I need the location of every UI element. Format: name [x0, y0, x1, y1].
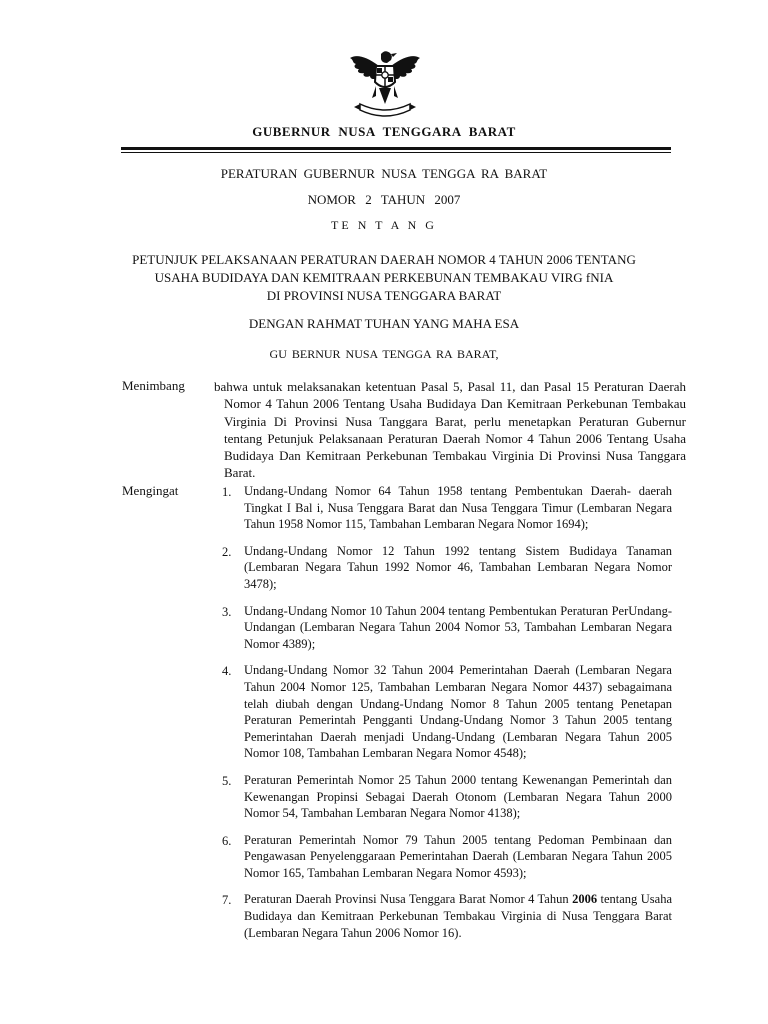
list-item-text: Undang-Undang Nomor 12 Tahun 1992 tentang Sistem Budidaya Tanaman (Lembaran Negara Tahun 1992 Nomor 46, Tambahan Lembaran Negara Nomor 3478);: [244, 543, 672, 591]
list-item-number: 3.: [222, 604, 232, 619]
subject-line: PETUNJUK PELAKSANAAN PERATURAN DAERAH NOMOR 4 TAHUN 2006 TENTANG: [132, 252, 636, 267]
governor-heading: GUBERNUR NUSA TENGGARA BARAT: [252, 124, 516, 139]
list-item-number: 5.: [222, 773, 232, 788]
list-item: [222, 603, 672, 653]
list-item: [222, 543, 672, 593]
regulation-title: PERATURAN GUBERNUR NUSA TENGGA RA BARAT: [220, 166, 548, 181]
list-item-text: Undang-Undang Nomor 10 Tahun 2004 tentang Pembentukan Peraturan PerUndang-Undangan (Lembaran Negara Tahun 2004 Nomor 53, Tambahan Lembaran Negara Nomor 4389);: [244, 603, 672, 651]
rahmat-line: DENGAN RAHMAT TUHAN YANG MAHA ESA: [248, 316, 520, 331]
gubernur-line: GU BERNUR NUSA TENGGA RA BARAT,: [269, 347, 499, 361]
list-item-bold-year: 2006: [572, 892, 598, 907]
list-item: [222, 891, 672, 941]
list-item-text: Peraturan Pemerintah Nomor 25 Tahun 2000 tentang Kewenangan Pemerintah dan Kewenangan Propinsi Sebagai Daerah Otonom (Lembaran Negara Tahun 2000 Nomor 54, Tambahan Lembaran Negara Nomor 4138);: [244, 772, 672, 821]
list-item-text: Undang-Undang Nomor 64 Tahun 1958 tentang Pembentukan Daerah- daerah Tingkat I Bal i, Nusa Tenggara Barat dan Nusa Tenggara Timur (Lembaran Negara Tahun 1958 Nomor 115, Tambahan Lembaran Negara Nomor 1694);: [244, 484, 672, 532]
list-item-number: 7.: [222, 893, 232, 908]
list-item-text: Peraturan Pemerintah Nomor 79 Tahun 2005 tentang Pedoman Pembinaan dan Pengawasan Penyelenggaraan Pemerintahan Daerah (Lembaran Negara Tahun 2005 Nomor 165, Tambahan Lembaran Negara Nomor 4593);: [244, 832, 672, 880]
list-item: [222, 832, 672, 882]
list-item-text-part: Peraturan Daerah Provinsi Nusa Tenggara Barat Nomor 4 Tahun: [244, 892, 573, 907]
list-item: [222, 772, 672, 822]
regulation-number: NOMOR 2 TAHUN 2007: [307, 192, 461, 207]
list-item-number: 6.: [222, 833, 232, 848]
list-item: [222, 483, 672, 533]
menimbang-text: bahwa untuk melaksanakan ketentuan Pasal 5, Pasal 11, dan Pasal 15 Peraturan Daerah Nomor 4 Tahun 2006 Tentang Usaha Budidaya Dan Kemitraan Perkebunan Tembakau Virginia Di Provinsi Nusa Tanggara Barat, perlu menetapkan Peraturan Gubernur tentang Petunjuk Pelaksanaan Peraturan Daerah Nomor 4 Tahun 2006 Tentang Usaha Budidaya Dan Kemitraan Perkebunan Tembakau Virginia Di Provinsi Nusa Tanggara Barat.: [214, 379, 686, 481]
list-item-number: 1.: [222, 485, 232, 499]
subject-line: USAHA BUDIDAYA DAN KEMITRAAN PERKEBUNAN TEMBAKAU VIRG fNIA: [154, 270, 614, 285]
heading-rule-thin: [121, 152, 671, 153]
mengingat-label: Mengingat: [122, 483, 179, 498]
list-item-number: 4.: [222, 664, 232, 679]
list-item-text: Undang-Undang Nomor 32 Tahun 2004 Pemerintahan Daerah (Lembaran Negara Tahun 2004 Nomor 125, Tambahan Lembaran Negara Nomor 4437) sebagaimana telah diubah dengan Undang-Undang Nomor 8 Tahun 2005 tentang Penetapan Peraturan Pemerintah Pengganti Undang-Undang Nomor 3 Tahun 2005 tentang Pemerintahan Daerah menjadi Undang-Undang (Lembaran Negara Tahun 2005 Nomor 108, Tambahan Lembaran Negara Nomor 4548);: [244, 663, 672, 761]
tentang-label: TE N T A N G: [331, 218, 437, 232]
subject-line: DI PROVINSI NUSA TENGGARA BARAT: [266, 288, 502, 303]
list-item-number: 2.: [222, 544, 232, 559]
heading-rule-thick: [121, 147, 671, 150]
garuda-emblem-icon: [346, 48, 424, 122]
list-item: [222, 662, 672, 762]
mengingat-list: [222, 483, 672, 941]
regulation-subject: [0, 251, 768, 305]
list-item-text: [244, 892, 672, 939]
menimbang-label: Menimbang: [122, 378, 185, 393]
list-item-text-part: tentang Usaha Budidaya dan Kemitraan Perkebunan Tembakau Virginia di Nusa Tenggara Barat (Lembaran Negara Tahun 2006 Nomor 16).: [244, 892, 672, 940]
